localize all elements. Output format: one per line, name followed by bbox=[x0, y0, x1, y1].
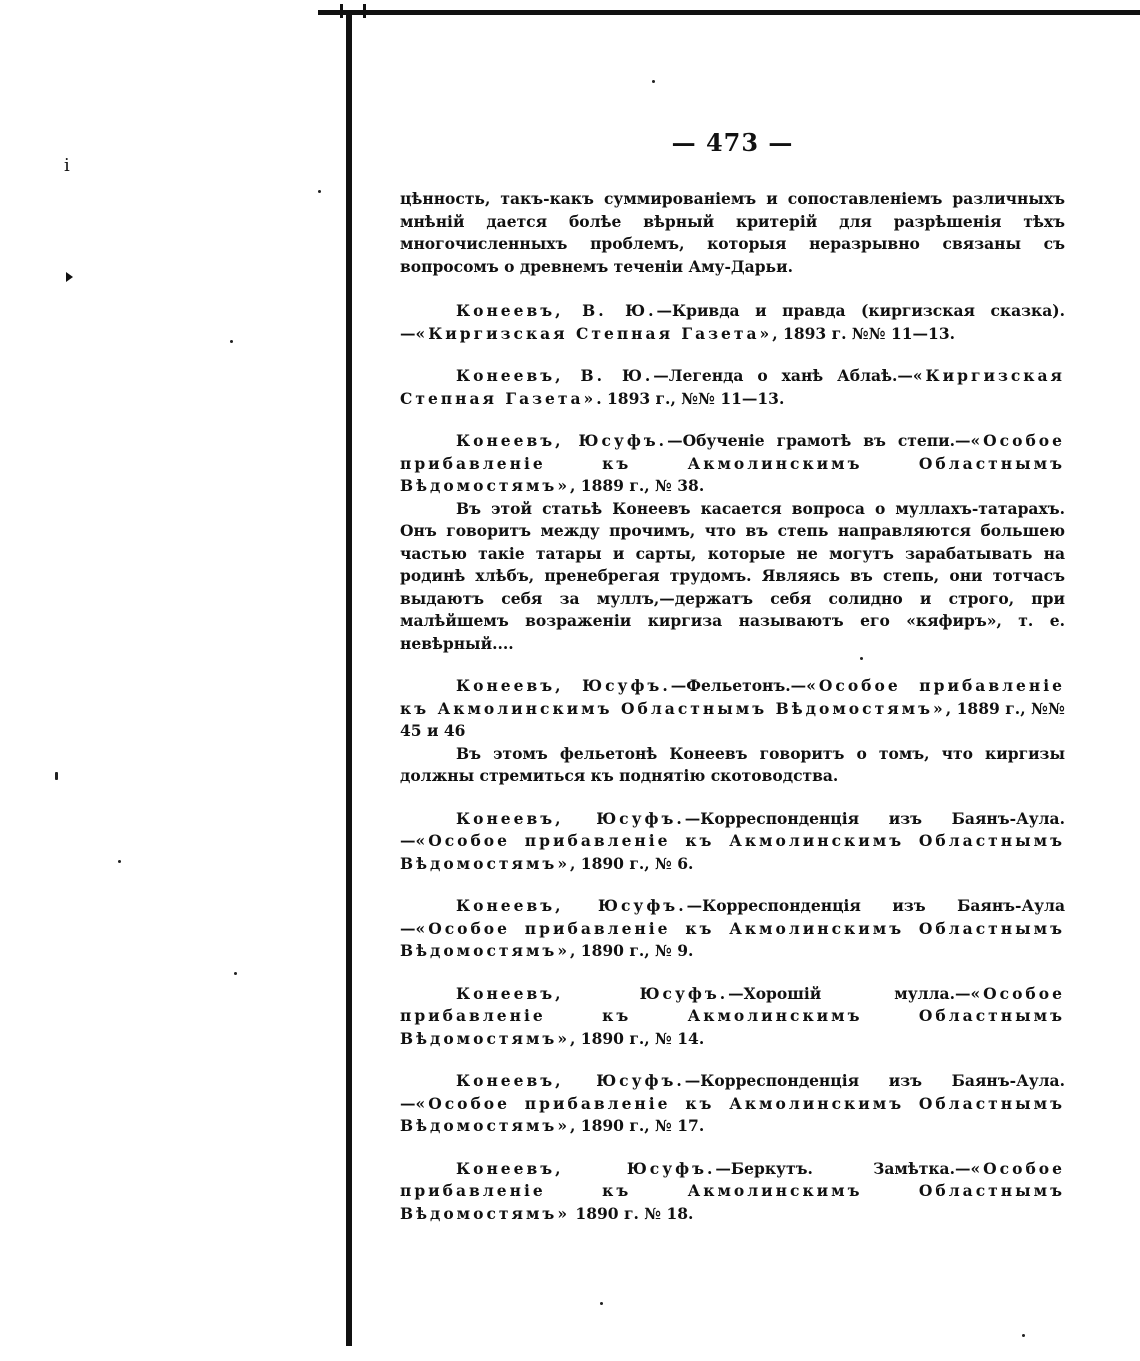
bibliography-entry bbox=[400, 895, 1065, 963]
entry-source: «Киргизская Степная Газета» bbox=[400, 366, 1065, 408]
entry-title: —Кривда и правда (киргизская сказка).— bbox=[400, 301, 1066, 343]
entry-citation bbox=[400, 430, 1065, 498]
entry-author: Конеевъ, Юсуфъ. bbox=[456, 983, 729, 1003]
speck bbox=[1022, 1334, 1025, 1337]
entry-details: , 1890 г., № 6. bbox=[570, 853, 694, 873]
entry-details: , 1890 г., № 14. bbox=[570, 1028, 705, 1048]
entry-source: «Особое прибавленіе къ Акмолинскимъ Областнымъ Вѣдомостямъ» bbox=[400, 983, 1065, 1048]
page-number: — 473 — bbox=[671, 128, 794, 157]
entry-source: «Особое прибавленіе къ Акмолинскимъ Областнымъ Вѣдомостямъ» bbox=[400, 1158, 1065, 1223]
bibliography-entry bbox=[400, 1158, 1065, 1226]
entry-details: . 1893 г., №№ 11—13. bbox=[596, 388, 785, 408]
entry-annotation: Въ этомъ фельетонѣ Конеевъ говоритъ о томъ, что киргизы должны стремиться къ поднятію скотоводства. bbox=[400, 743, 1065, 785]
entry-title: —Хорошій мулла.— bbox=[728, 983, 971, 1003]
entry-annotation: Въ этой статьѣ Конеевъ касается вопроса о муллахъ-татарахъ. Онъ говоритъ между прочимъ, что въ степь направляются большею частью такіе татары и сарты, которые не могутъ зарабатывать на родинѣ хлѣбъ, пренебрегая трудомъ. Являясь въ степь, они тотчасъ выдаютъ себя за муллъ,—держатъ себя солидно и строго, при малѣйшемъ возраженіи киргиза называютъ его «кяфиръ», т. е. невѣрный.... bbox=[400, 498, 1065, 653]
entry-citation bbox=[400, 895, 1065, 963]
entry-title: —Беркутъ. Замѣтка.— bbox=[715, 1158, 971, 1178]
entry-details: 1890 г. № 18. bbox=[570, 1203, 694, 1223]
entry-details: , 1890 г., № 9. bbox=[570, 941, 694, 960]
entry-author: Конеевъ, Юсуфъ. bbox=[456, 1158, 716, 1178]
left-margin-mark: і bbox=[64, 155, 70, 176]
speck bbox=[652, 80, 655, 83]
continued-paragraph: цѣнность, такъ-какъ суммированіемъ и сопоставленіемъ различныхъ мнѣній дается болѣе вѣрный критерій для разрѣшенія тѣхъ многочисленныхъ проблемъ, которыя неразрывно связаны съ вопросомъ о древнемъ теченіи Аму-Дарьи. bbox=[400, 189, 1065, 276]
entry-author: Конеевъ, В. Ю. bbox=[456, 366, 654, 385]
entry-citation bbox=[400, 808, 1065, 876]
entry-author: Конеевъ, Юсуфъ. bbox=[456, 1071, 685, 1090]
entry-citation bbox=[400, 300, 1065, 345]
entry-source: «Особое прибавленіе къ Акмолинскимъ Областнымъ Вѣдомостямъ» bbox=[400, 431, 1065, 495]
speck bbox=[318, 190, 321, 193]
speck bbox=[230, 340, 233, 343]
entry-citation bbox=[400, 675, 1065, 743]
bibliography-list bbox=[400, 300, 1065, 1225]
entry-citation bbox=[400, 365, 1065, 410]
bibliography-entry bbox=[400, 675, 1065, 788]
entry-title: —Корреспонденція изъ Баянъ-Аула.— bbox=[400, 1071, 1065, 1113]
left-margin-arrow bbox=[66, 272, 73, 282]
page-content bbox=[400, 188, 1065, 1245]
bibliography-entry bbox=[400, 365, 1065, 410]
entry-title: —Корреспонденція изъ Баянъ-Аула.— bbox=[400, 808, 1065, 850]
bibliography-entry bbox=[400, 983, 1065, 1051]
bibliography-entry bbox=[400, 1070, 1065, 1138]
entry-author: Конеевъ, Юсуфъ. bbox=[456, 676, 671, 695]
speck bbox=[234, 972, 237, 975]
bibliography-entry bbox=[400, 300, 1065, 345]
speck bbox=[118, 860, 121, 863]
entry-title: —Фельетонъ.— bbox=[670, 676, 807, 695]
entry-citation bbox=[400, 1158, 1065, 1226]
speck bbox=[600, 1302, 603, 1305]
top-border-ornament bbox=[340, 4, 366, 18]
entry-author: Конеевъ, В. Ю. bbox=[456, 301, 657, 320]
entry-title: —Легенда о ханѣ Аблаѣ.— bbox=[653, 366, 913, 385]
entry-citation bbox=[400, 1070, 1065, 1138]
entry-author: Конеевъ, Юсуфъ. bbox=[456, 431, 668, 450]
entry-source: «Особое прибавленіе къ Акмолинскимъ Областнымъ Вѣдомостямъ» bbox=[400, 918, 1065, 960]
entry-details: , 1889 г., №№ 45 и 46 bbox=[400, 698, 1065, 740]
entry-title: —Корреспонденція изъ Баянъ-Аула — bbox=[400, 896, 1065, 938]
bibliography-entry bbox=[400, 808, 1065, 876]
top-border-rule bbox=[318, 10, 1140, 15]
entry-details: , 1889 г., № 38. bbox=[570, 476, 705, 495]
entry-details: , 1893 г. №№ 11—13. bbox=[772, 323, 955, 343]
book-spine-line bbox=[346, 14, 352, 1346]
entry-source: «Особое прибавленіе къ Акмолинскимъ Областнымъ Вѣдомостямъ» bbox=[400, 831, 1065, 873]
entry-source: «Особое прибавленіе къ Акмолинскимъ Областнымъ Вѣдомостямъ» bbox=[400, 676, 1065, 718]
entry-author: Конеевъ, Юсуфъ. bbox=[456, 808, 685, 828]
entry-details: , 1890 г., № 17. bbox=[570, 1116, 705, 1135]
entry-title: —Обученіе грамотѣ въ степи.— bbox=[667, 431, 971, 450]
bibliography-entry bbox=[400, 430, 1065, 655]
entry-source: «Киргизская Степная Газета» bbox=[415, 323, 773, 343]
speck bbox=[55, 772, 58, 780]
entry-source: «Особое прибавленіе къ Акмолинскимъ Областнымъ Вѣдомостямъ» bbox=[400, 1093, 1065, 1135]
entry-author: Конеевъ, Юсуфъ. bbox=[456, 896, 687, 915]
entry-citation bbox=[400, 983, 1065, 1051]
